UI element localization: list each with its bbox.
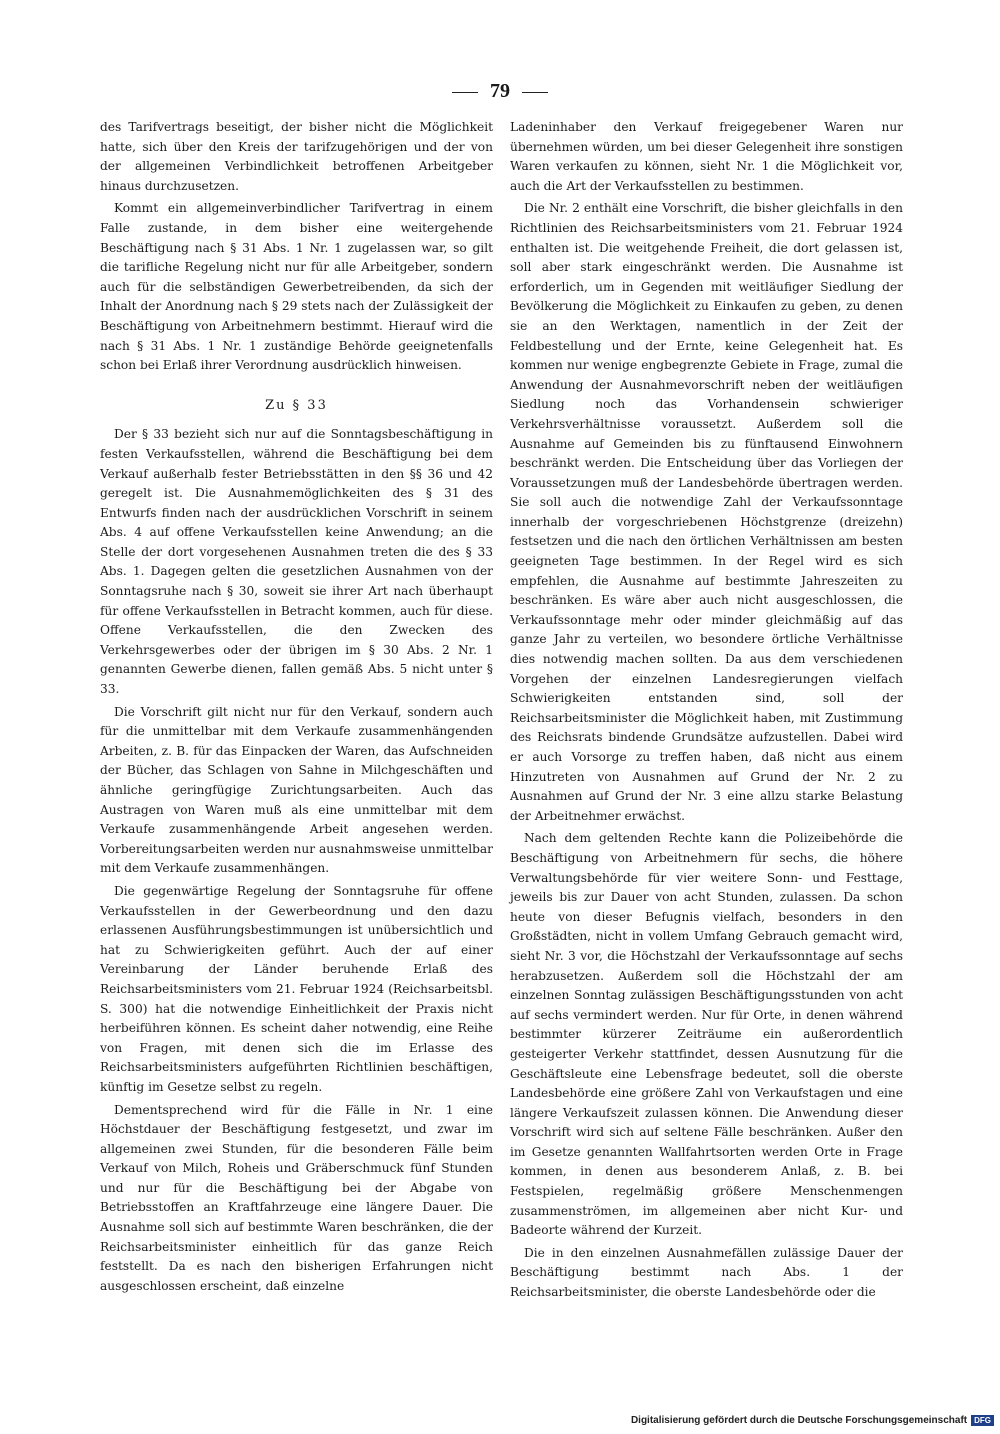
paragraph: Der § 33 bezieht sich nur auf die Sonntagsbeschäftigung in festen Verkaufsstellen, während die Beschäftigung bei dem Verkauf außerhalb fester Betriebsstätten in den §§ 36 und 42 geregelt ist. Die Ausnahmemöglichkeiten des § 31 des Entwurfs finden nach der ausdrücklichen Vorschrift in seinem Abs. 4 auf offene Verkaufsstellen keine Anwendung; an die Stelle der dort vorgesehenen Ausnahmen treten die des § 33 Abs. 1. Dagegen gelten die gesetzlichen Ausnahmen von der Sonntagsruhe nach § 30, soweit sie ihrer Art nach überhaupt für offene Verkaufsstellen in Betracht kommen, auch für diese. Offene Verkaufsstellen, die den Zwecken des Verkehrsgewerbes oder der übrigen im § 30 Abs. 2 Nr. 1 genannten Gewerbe dienen, fallen gemäß Abs. 5 nicht unter § 33. xyxy=(100,427,493,697)
section-heading: Zu § 33 xyxy=(265,397,328,413)
paragraph: Die in den einzelnen Ausnahmefällen zulässige Dauer der Beschäftigung bestimmt nach Abs. 1 der Reichsarbeitsminister, die oberste Landesbehörde oder die xyxy=(510,1245,903,1300)
paragraph: Ladeninhaber den Verkauf freigegebener Waren nur übernehmen würden, um bei dieser Gelegenheit ihre sonstigen Waren verkaufen zu können, sieht Nr. 1 die Möglichkeit vor, auch die Art der Verkaufsstellen zu bestimmen. xyxy=(510,120,903,193)
page-number-text: 79 xyxy=(490,80,510,102)
dfg-logo: DFG xyxy=(971,1415,994,1426)
dash-right xyxy=(522,92,548,93)
footer-text: Digitalisierung gefördert durch die Deutsche Forschungsgemeinschaft xyxy=(630,1415,968,1426)
dash-left xyxy=(452,92,478,93)
paragraph: des Tarifvertrags beseitigt, der bisher nicht die Möglichkeit hatte, sich über den Kreis der tarifzugehörigen und der von der allgemeinen Verbindlichkeit betroffenen Arbeitgeber hinaus durchzusetzen. xyxy=(100,120,493,193)
right-column xyxy=(510,118,903,1303)
page-number xyxy=(0,80,1000,103)
paragraph: Die Vorschrift gilt nicht nur für den Verkauf, sondern auch für die unmittelbar mit dem Verkaufe zusammenhängenden Arbeiten, z. B. für das Einpacken der Waren, das Aufschneiden der Bücher, das Schlagen von Sahne in Milchgeschäften und ähnliche geringfügige Zurichtungsarbeiten. Auch das Austragen von Waren muß als eine unmittelbar mit dem Verkaufe zusammenhängende Arbeit angesehen werden. Vorbereitungsarbeiten werden nur ausnahmsweise unmittelbar mit dem Verkaufe zusammenhängen. xyxy=(100,704,493,876)
paragraph: Die gegenwärtige Regelung der Sonntagsruhe für offene Verkaufsstellen in der Gewerbeordnung und den dazu erlassenen Ausführungsbestimmungen ist unübersichtlich und hat zu Schwierigkeiten geführt. Auch der auf einer Vereinbarung der Länder beruhende Erlaß des Reichsarbeitsministers vom 21. Februar 1924 (Reichsarbeitsbl. S. 300) hat die notwendige Einheitlichkeit der Praxis nicht herbeiführen können. Es scheint daher notwendig, eine Reihe von Fragen, mit denen sich die im Erlasse des Reichsarbeitsministers aufgeführten Richtlinien beschäftigen, künftig im Gesetze selbst zu regeln. xyxy=(100,883,493,1094)
left-column xyxy=(100,118,493,1296)
paragraph: Nach dem geltenden Rechte kann die Polizeibehörde die Beschäftigung von Arbeitnehmern für sechs, die höhere Verwaltungsbehörde für vier weitere Sonn- und Festtage, jeweils bis zur Dauer von acht Stunden, zulassen. Da schon heute von dieser Befugnis vielfach, besonders in den Großstädten, nicht in vollem Umfang Gebrauch gemacht wird, sieht Nr. 3 vor, die Höchstzahl der Verkaufssonntage auf sechs herabzusetzen. Außerdem soll die Höchstzahl der am einzelnen Sonntag zulässigen Beschäftigungsstunden von acht auf sechs vermindert werden. Nur für Orte, in denen während bestimmter kürzerer Zeiträume ein außerordentlich gesteigerter Verkehr stattfindet, dessen Ausnutzung für die Geschäftsleute eine Lebensfrage bedeutet, soll die oberste Landesbehörde eine größere Zahl von Verkaufstagen und eine längere Verkaufszeit zulassen können. Die Anwendung dieser Vorschrift wird sich auf seltene Fälle beschränken. Außer den im Gesetze genannten Wallfahrtsorten werden Orte in Frage kommen, in denen aus besonderem Anlaß, z. B. bei Festspielen, regelmäßig größere Menschenmengen zusammenströmen, im allgemeinen aber nicht Kur- und Badeorte während der Kurzeit. xyxy=(510,831,903,1238)
footer-credit xyxy=(631,1415,994,1426)
paragraph: Dementsprechend wird für die Fälle in Nr. 1 eine Höchstdauer der Beschäftigung festgesetzt, und zwar im allgemeinen zwei Stunden, für die besonderen Fälle beim Verkauf von Milch, Roheis und Gräberschmuck fünf Stunden und nur für die Beschäftigung bei der Abgabe von Betriebsstoffen an Kraftfahrzeuge eine längere Dauer. Die Ausnahme soll sich auf bestimmte Waren beschränken, die der Reichsarbeitsminister einheitlich für das ganze Reich feststellt. Da es nach den bisherigen Erfahrungen nicht ausgeschlossen erscheint, daß einzelne xyxy=(100,1102,493,1293)
paragraph: Kommt ein allgemeinverbindlicher Tarifvertrag in einem Falle zustande, in dem bisher eine weitergehende Beschäftigung nach § 31 Abs. 1 Nr. 1 zugelassen war, so gilt die tarifliche Regelung nicht nur für alle Arbeitgeber, sondern auch für die selbständigen Gewerbetreibenden, da sich der Inhalt der Anordnung nach § 29 stets nach der Zulässigkeit der Beschäftigung von Arbeitnehmern bestimmt. Hierauf wird die nach § 31 Abs. 1 Nr. 1 zuständige Behörde geeignetenfalls schon bei Erlaß ihrer Verordnung ausdrücklich hinweisen. xyxy=(100,201,493,373)
paragraph: Die Nr. 2 enthält eine Vorschrift, die bisher gleichfalls in den Richtlinien des Reichsarbeitsministers vom 21. Februar 1924 enthalten ist. Die weitgehende Freiheit, die dort gelassen ist, soll aber stark eingeschränkt werden. Die Ausnahme ist erforderlich, um in Gegenden mit weitläufiger Siedlung der Bevölkerung die Möglichkeit zu Einkaufen zu geben, zu denen sie an den Werktagen, namentlich in der Zeit der Feldbestellung und der Ernte, keine Gelegenheit hat. Es kommen nur wenige engbegrenzte Gebiete in Frage, zumal die Anwendung der Ausnahmevorschrift neben der weitläufigen Siedlung noch das Vorhandensein schwieriger Verkehrsverhältnisse voraussetzt. Außerdem soll die Ausnahme auf Gemeinden bis zu fünftausend Einwohnern beschränkt werden. Die Entscheidung über das Vorliegen der Voraussetzungen muß der Landesbehörde übertragen werden. Sie soll auch die notwendige Zahl der Verkaufssonntage innerhalb der vorgeschriebenen Höchstgrenze (dreizehn) festsetzen und die nach den örtlichen Verhältnissen am besten geeigneten Tage bestimmen. In der Regel wird es sich empfehlen, die Ausnahme auf bestimmte Jahreszeiten zu beschränken. Es wäre aber auch nicht ausgeschlossen, die Verkaufssonntage mehr oder minder gleichmäßig auf das ganze Jahr zu verteilen, wo besondere örtliche Verhältnisse dies notwendig machen sollten. Da aus dem verschiedenen Vorgehen der einzelnen Landesregierungen vielfach Schwierigkeiten entstanden sind, soll der Reichsarbeitsminister die Möglichkeit haben, mit Zustimmung des Reichsrats bindende Grundsätze aufzustellen. Dabei wird er auch Vorsorge zu treffen haben, daß nicht aus einem Hinzutreten von Ausnahmen auf Grund der Nr. 2 zu Ausnahmen auf Grund der Nr. 3 eine allzu starke Belastung der Arbeitnehmer erwächst. xyxy=(510,201,903,823)
